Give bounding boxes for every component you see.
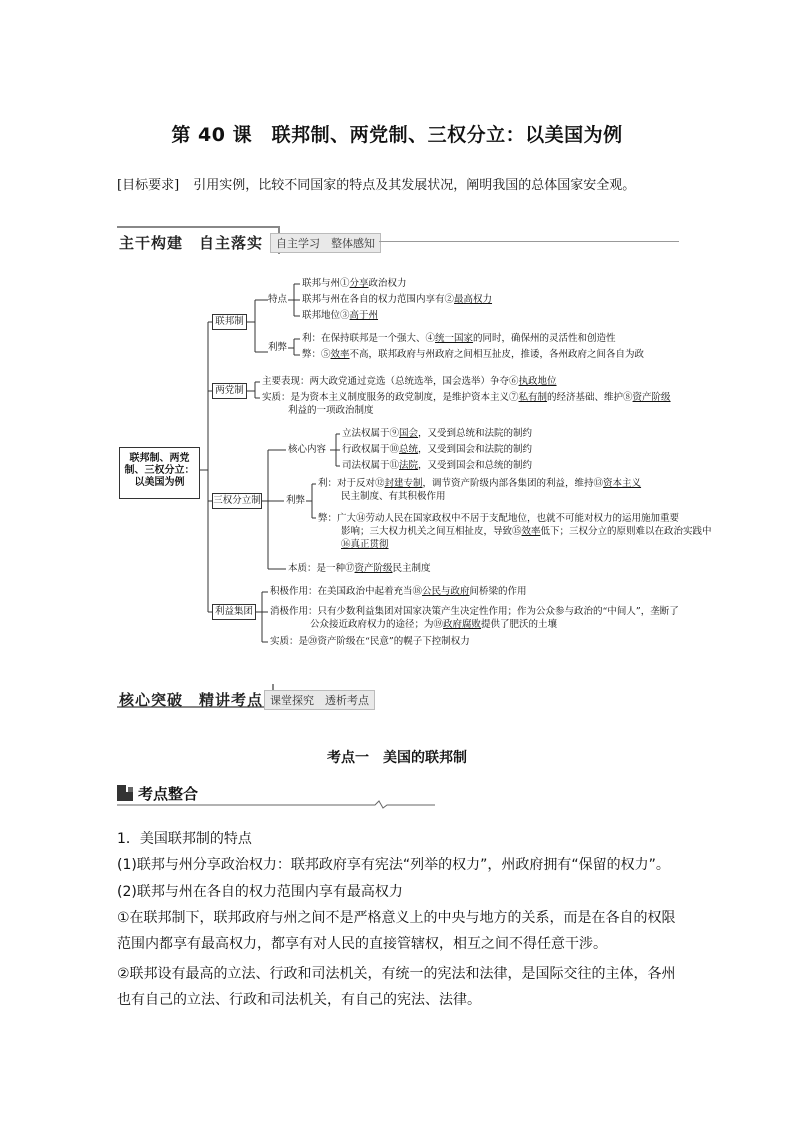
mindmap-interest-essence: 实质：是⑳资产阶级在“民意”的幌子下控制权力 xyxy=(270,636,470,647)
mindmap-sep-core-1: 立法权属于⑨国会，又受到总统和法院的制约 xyxy=(342,428,533,439)
paragraph-5: ②联邦设有最高的立法、行政和司法机关，有统一的宪法和法律，是国际交往的主体，各州也有自己的立法、行政和司法机关，有自己的宪法、法律。 xyxy=(117,966,676,1008)
mindmap-federal-pros-label: 利弊 xyxy=(268,342,288,353)
mindmap-federal-features-label: 特点 xyxy=(268,294,288,305)
paragraph-3: (2)联邦与州在各自的权力范围内享有最高权力 xyxy=(117,884,403,900)
mindmap-node-twoparty: 两党制 xyxy=(212,383,247,399)
section-header-tag: 自主学习 整体感知 xyxy=(270,233,381,253)
mindmap-sep-pros-label: 利弊 xyxy=(286,495,306,506)
mindmap-twoparty-manifestation: 主要表现：两大政党通过竞选（总统选举，国会选举）争夺⑥执政地位 xyxy=(262,376,557,387)
mindmap-node-separation: 三权分立制 xyxy=(212,493,262,509)
square-block-icon xyxy=(117,785,133,801)
section-header-main: 主干构建 自主落实 xyxy=(119,234,264,252)
page-title: 第 40 课 联邦制、两党制、三权分立：以美国为例 xyxy=(171,124,623,146)
mindmap-sep-con: 弊：广大⑭劳动人民在国家政权中不居于支配地位，也就不可能对权力的运用施加重要 xyxy=(318,513,680,524)
mindmap-root xyxy=(119,447,200,499)
topic-heading: 考点一 美国的联邦制 xyxy=(327,750,467,766)
mindmap-node-federal: 联邦制 xyxy=(212,314,247,330)
goal-text: 引用实例，比较不同国家的特点及其发展状况，阐明我国的总体国家安全观。 xyxy=(193,178,636,193)
mindmap-root-label: 联邦制、两党制、三权分立：以美国为例 xyxy=(124,453,195,488)
mindmap-interest-positive: 积极作用：在美国政治中起着充当⑱公民与政府间桥梁的作用 xyxy=(270,586,527,597)
mindmap-sep-pro-cont: 民主制度、有其积极作用 xyxy=(341,491,446,502)
paragraph-2: (1)联邦与州分享政治权力：联邦政府享有宪法“列举的权力”，州政府拥有“保留的权力”。 xyxy=(117,857,670,873)
mindmap-sep-core-label: 核心内容 xyxy=(288,444,327,455)
mindmap-sep-essence: 本质：是一种⑰资产阶级民主制度 xyxy=(288,563,431,574)
goal-label: [目标要求] xyxy=(117,178,180,193)
section-header-main: 核心突破 精讲考点 xyxy=(119,691,264,709)
paragraph-4: ①在联邦制下，联邦政府与州之间不是严格意义上的中央与地方的关系，而是在各自的权限范围内都享有最高权力，都享有对人民的直接管辖权，相互之间不得任意干涉。 xyxy=(117,910,676,952)
mindmap-federal-feature-2: 联邦与州在各自的权力范围内享有②最高权力 xyxy=(302,294,493,305)
mindmap-twoparty-essence: 实质：是为资本主义制度服务的政党制度，是维护资本主义⑦私有制的经济基础、维护⑧资产阶级 xyxy=(262,392,671,403)
mindmap-sep-pro: 利：对于反对⑫封建专制，调节资产阶级内部各集团的利益，维持⑬资本主义 xyxy=(318,478,642,489)
mindmap-twoparty-essence-cont: 利益的一项政治制度 xyxy=(288,405,374,416)
mindmap-sep-core-3: 司法权属于⑪法院，又受到国会和总统的制约 xyxy=(342,460,533,471)
section-header-2 xyxy=(117,684,679,712)
mindmap-federal-pro: 利：在保持联邦是一个强大、④统一国家的同时，确保州的灵活性和创造性 xyxy=(302,333,616,344)
point-heading-icon xyxy=(117,785,133,801)
mindmap-sep-con-cont: 影响；三大权力机关之间互相扯皮，导致⑮效率低下；三权分立的原则难以在政治实践中 xyxy=(341,526,712,537)
mindmap-sep-con-cont2: ⑯真正贯彻 xyxy=(341,539,389,550)
point-heading-rule xyxy=(117,800,437,810)
paragraph-1: 1．美国联邦制的特点 xyxy=(117,831,252,847)
mindmap-federal-feature-3: 联邦地位③高于州 xyxy=(302,310,379,321)
mindmap-federal-feature-1: 联邦与州①分享政治权力 xyxy=(302,278,407,289)
mindmap-interest-negative: 消极作用：只有少数利益集团对国家决策产生决定性作用；作为公众参与政治的“中间人”，垄断了 xyxy=(270,606,679,617)
mindmap-federal-con: 弊：⑤效率不高，联邦政府与州政府之间相互扯皮，推诿，各州政府之间各自为政 xyxy=(302,349,645,360)
point-heading: 考点整合 xyxy=(138,785,199,803)
mindmap-sep-core-2: 行政权属于⑩总统，又受到国会和法院的制约 xyxy=(342,444,533,455)
mindmap-interest-negative-cont: 公众接近政府权力的途径；为⑲政府腐败提供了肥沃的土壤 xyxy=(310,619,558,630)
mindmap-node-interest: 利益集团 xyxy=(212,604,256,620)
section-header-tag: 课堂探究 透析考点 xyxy=(264,690,375,710)
